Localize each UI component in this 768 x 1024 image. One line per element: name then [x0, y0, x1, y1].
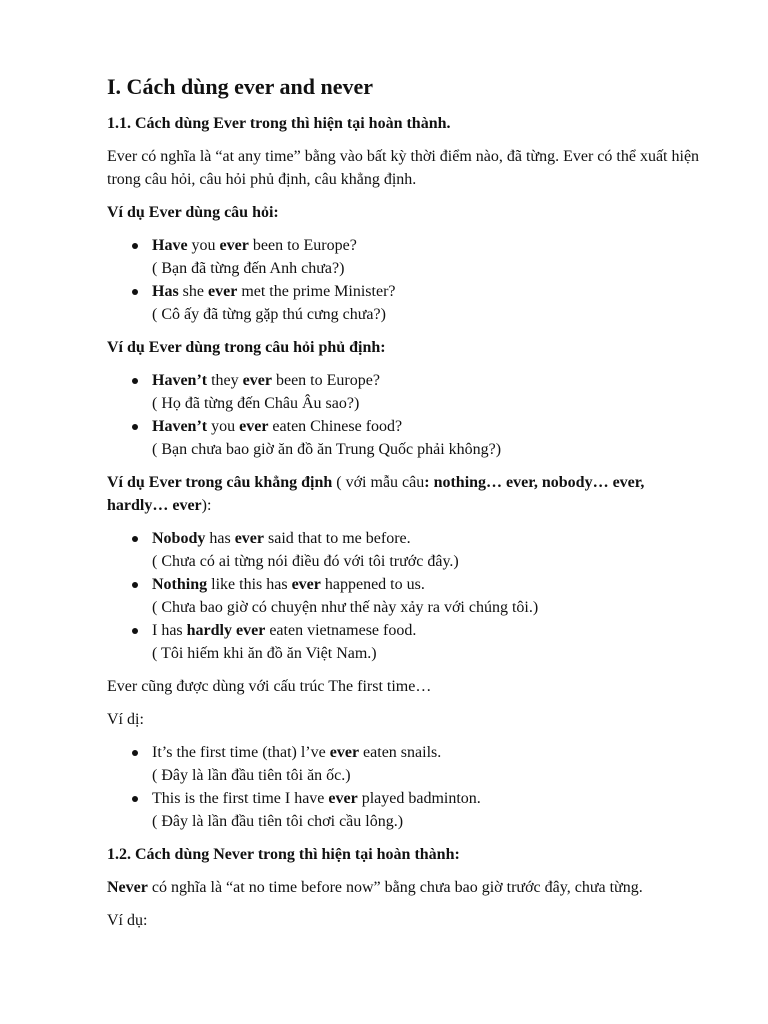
example-translation: ( Đây là lần đầu tiên tôi ăn ốc.)	[152, 767, 351, 784]
example-sentence: Haven’t you ever eaten Chinese food?	[152, 418, 403, 435]
example-sentence: I has hardly ever eaten vietnamese food.	[152, 622, 417, 639]
list-item	[152, 280, 708, 326]
example-translation: ( Chưa bao giờ có chuyện như thế này xảy ra với chúng tôi.)	[152, 599, 539, 616]
bullet-list-affirmative	[107, 527, 708, 665]
example-heading-question: Ví dụ Ever dùng câu hỏi:	[107, 204, 279, 221]
example-translation: ( Họ đã từng đến Châu Âu sao?)	[152, 395, 360, 412]
list-item	[152, 527, 708, 573]
page-title: I. Cách dùng ever and never	[107, 74, 374, 99]
list-item	[152, 619, 708, 665]
example-heading-affirmative: Ví dụ Ever trong câu khẳng định ( với mẫu câu: nothing… ever, nobody… ever, hardly… ever):	[107, 474, 645, 514]
example-translation: ( Chưa có ai từng nói điều đó với tôi trước đây.)	[152, 553, 459, 570]
example-translation: ( Bạn chưa bao giờ ăn đồ ăn Trung Quốc phải không?)	[152, 441, 502, 458]
example-label: Ví dị:	[107, 711, 144, 728]
section-heading-1-1: 1.1. Cách dùng Ever trong thì hiện tại hoàn thành.	[107, 115, 451, 132]
example-sentence: It’s the first time (that) l’ve ever eaten snails.	[152, 744, 442, 761]
bullet-list-question	[107, 234, 708, 326]
example-sentence: Haven’t they ever been to Europe?	[152, 372, 380, 389]
bullet-list-negative	[107, 369, 708, 461]
example-translation: ( Bạn đã từng đến Anh chưa?)	[152, 260, 345, 277]
example-translation: ( Đây là lần đầu tiên tôi chơi cầu lông.)	[152, 813, 404, 830]
example-sentence: This is the first time I have ever played badminton.	[152, 790, 481, 807]
paragraph-never-intro: Never có nghĩa là “at no time before now” bằng chưa bao giờ trước đây, chưa từng.	[107, 879, 643, 896]
example-sentence: Nothing like this has ever happened to us.	[152, 576, 425, 593]
example-sentence: Nobody has ever said that to me before.	[152, 530, 411, 547]
section-heading-1-2: 1.2. Cách dùng Never trong thì hiện tại hoàn thành:	[107, 846, 460, 863]
list-item	[152, 787, 708, 833]
paragraph-first-time: Ever cũng được dùng với cấu trúc The first time…	[107, 678, 432, 695]
list-item	[152, 741, 708, 787]
example-label: Ví dụ:	[107, 912, 148, 929]
bullet-list-first-time	[107, 741, 708, 833]
list-item	[152, 573, 708, 619]
example-translation: ( Cô ấy đã từng gặp thú cưng chưa?)	[152, 306, 386, 323]
example-sentence: Have you ever been to Europe?	[152, 237, 357, 254]
example-sentence: Has she ever met the prime Minister?	[152, 283, 396, 300]
list-item	[152, 415, 708, 461]
paragraph-ever-intro: Ever có nghĩa là “at any time” bằng vào bất kỳ thời điểm nào, đã từng. Ever có thể xuất hiện trong câu hỏi, câu hỏi phủ định, câu khẳng định.	[107, 148, 700, 188]
example-heading-negative-question: Ví dụ Ever dùng trong câu hỏi phủ định:	[107, 339, 386, 356]
list-item	[152, 234, 708, 280]
list-item	[152, 369, 708, 415]
example-translation: ( Tôi hiếm khi ăn đồ ăn Việt Nam.)	[152, 645, 377, 662]
